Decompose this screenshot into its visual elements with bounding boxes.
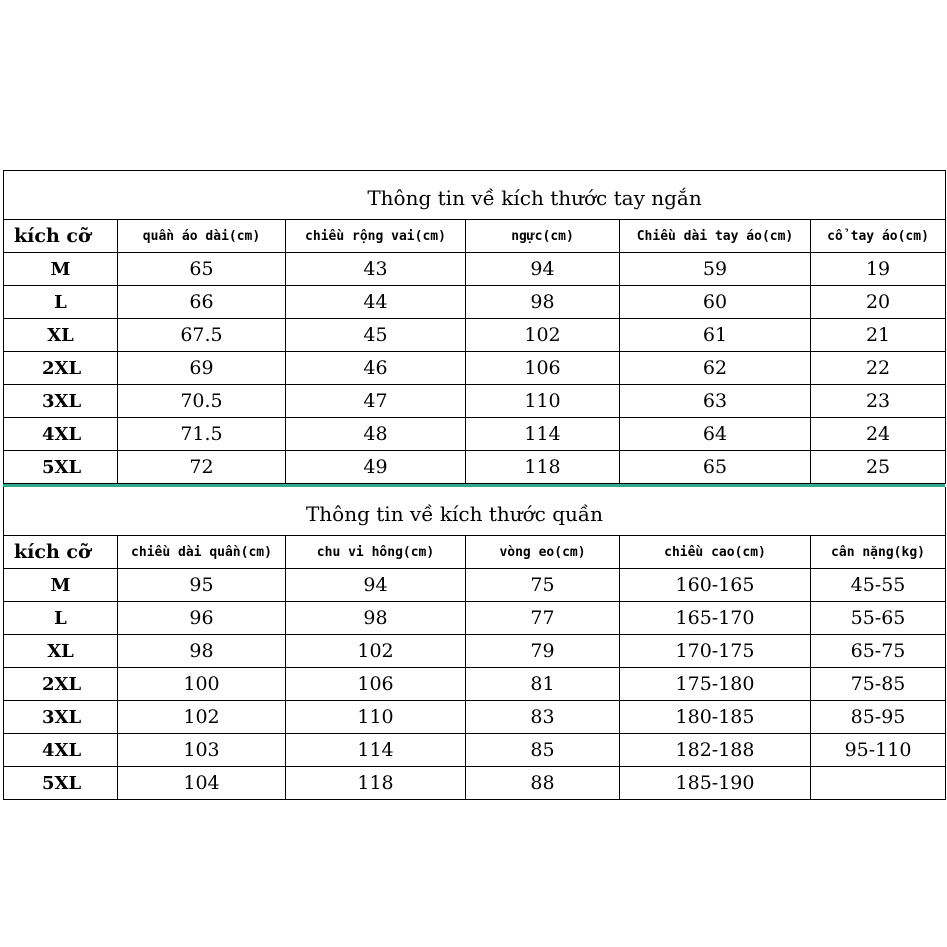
table-cell: 175-180 [620,668,811,701]
table-cell: 67.5 [118,319,286,352]
table-cell: 45 [286,319,466,352]
table-cell: 170-175 [620,635,811,668]
table-row [4,635,946,668]
table-cell: 75 [466,569,620,602]
table-cell: 46 [286,352,466,385]
table-cell: 114 [466,418,620,451]
column-header: ngực(cm) [466,220,620,253]
column-header: Chiều dài tay áo(cm) [620,220,811,253]
table-cell: 98 [466,286,620,319]
table-cell: 185-190 [620,767,811,800]
column-header: chiều rộng vai(cm) [286,220,466,253]
size-cell: 5XL [4,451,118,484]
table-cell: 88 [466,767,620,800]
table-cell: 104 [118,767,286,800]
table-cell: 65 [620,451,811,484]
table-cell: 66 [118,286,286,319]
table-cell: 48 [286,418,466,451]
table-cell: 182-188 [620,734,811,767]
table-row [4,385,946,418]
table-cell: 72 [118,451,286,484]
size-cell: 3XL [4,385,118,418]
table-cell: 95-110 [811,734,946,767]
table-row [4,668,946,701]
table-row [4,734,946,767]
table-row [4,569,946,602]
table-cell: 63 [620,385,811,418]
table-cell: 106 [466,352,620,385]
table-cell: 21 [811,319,946,352]
table-row [4,253,946,286]
column-header: vòng eo(cm) [466,536,620,569]
column-header: kích cỡ [4,536,118,569]
table-cell: 102 [466,319,620,352]
table-cell: 103 [118,734,286,767]
table-row [4,352,946,385]
table-cell: 60 [620,286,811,319]
table-cell: 64 [620,418,811,451]
table-cell: 77 [466,602,620,635]
table-cell: 24 [811,418,946,451]
table-title-text: Thông tin về kích thước quần [305,502,604,526]
table-cell: 43 [286,253,466,286]
table-cell [811,767,946,800]
size-cell: L [4,286,118,319]
column-header: cổ tay áo(cm) [811,220,946,253]
size-cell: M [4,253,118,286]
table-cell: 118 [286,767,466,800]
table-cell: 106 [286,668,466,701]
table-cell: 100 [118,668,286,701]
table-title [4,171,946,220]
column-header: cân nặng(kg) [811,536,946,569]
table-cell: 96 [118,602,286,635]
size-cell: 2XL [4,352,118,385]
table-cell: 47 [286,385,466,418]
column-header: chiều dài quần(cm) [118,536,286,569]
table-cell: 55-65 [811,602,946,635]
table-cell: 95 [118,569,286,602]
column-header: quần áo dài(cm) [118,220,286,253]
table-cell: 160-165 [620,569,811,602]
table-cell: 49 [286,451,466,484]
table-cell: 81 [466,668,620,701]
table-row [4,418,946,451]
table-cell: 85-95 [811,701,946,734]
size-cell: 5XL [4,767,118,800]
header-row [4,536,946,569]
table-cell: 44 [286,286,466,319]
table-row [4,286,946,319]
size-cell: 2XL [4,668,118,701]
table-cell: 61 [620,319,811,352]
table-cell: 23 [811,385,946,418]
table-cell: 25 [811,451,946,484]
table-cell: 45-55 [811,569,946,602]
table-cell: 69 [118,352,286,385]
table-cell: 98 [286,602,466,635]
header-row [4,220,946,253]
table-row [4,701,946,734]
table-cell: 102 [286,635,466,668]
table-cell: 102 [118,701,286,734]
table-cell: 114 [286,734,466,767]
table-row [4,767,946,800]
table-cell: 70.5 [118,385,286,418]
table-cell: 180-185 [620,701,811,734]
table-cell: 98 [118,635,286,668]
size-chart-sheet [3,170,945,800]
table-cell: 20 [811,286,946,319]
size-cell: 4XL [4,734,118,767]
size-cell: XL [4,635,118,668]
column-header: chiều cao(cm) [620,536,811,569]
table-cell: 62 [620,352,811,385]
table-cell: 75-85 [811,668,946,701]
table-cell: 59 [620,253,811,286]
size-cell: 3XL [4,701,118,734]
column-header: chu vi hông(cm) [286,536,466,569]
table-cell: 110 [466,385,620,418]
table-row [4,451,946,484]
table-cell: 83 [466,701,620,734]
table-cell: 118 [466,451,620,484]
size-cell: M [4,569,118,602]
table-cell: 71.5 [118,418,286,451]
table-cell: 110 [286,701,466,734]
table-title [4,487,946,536]
table-cell: 85 [466,734,620,767]
table-cell: 22 [811,352,946,385]
table-cell: 94 [466,253,620,286]
size-cell: L [4,602,118,635]
table-cell: 165-170 [620,602,811,635]
size-cell: 4XL [4,418,118,451]
size-cell: XL [4,319,118,352]
column-header: kích cỡ [4,220,118,253]
table-cell: 19 [811,253,946,286]
table-title-text: Thông tin về kích thước tay ngắn [367,186,702,210]
size-table-short-sleeve [3,170,946,484]
size-table-pants [3,487,946,800]
table-row [4,602,946,635]
table-cell: 65 [118,253,286,286]
table-cell: 79 [466,635,620,668]
table-row [4,319,946,352]
table-cell: 94 [286,569,466,602]
table-cell: 65-75 [811,635,946,668]
